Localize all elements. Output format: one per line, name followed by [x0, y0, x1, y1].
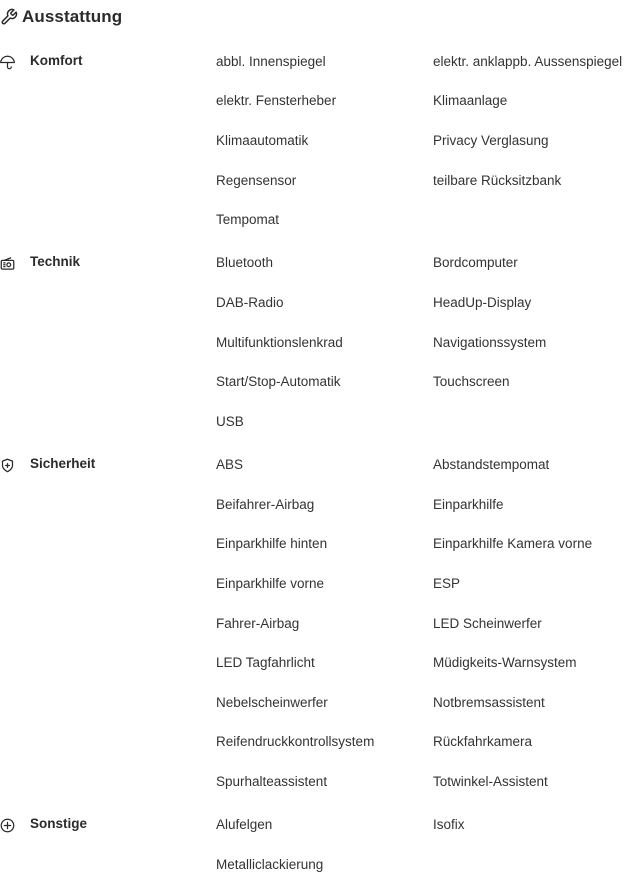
feature-item: Nebelscheinwerfer	[216, 695, 328, 710]
feature-item: HeadUp-Display	[433, 295, 532, 310]
feature-item: Fahrer-Airbag	[216, 616, 300, 631]
feature-item: Einparkhilfe Kamera vorne	[433, 536, 593, 551]
feature-item: LED Tagfahrlicht	[216, 655, 315, 670]
equipment-header	[0, 5, 122, 29]
page-title: Ausstattung	[22, 7, 123, 26]
feature-item: Start/Stop-Automatik	[216, 374, 341, 389]
feature-item: Bordcomputer	[433, 255, 518, 270]
feature-item: Regensensor	[216, 173, 297, 188]
feature-item: Spurhalteassistent	[216, 774, 328, 789]
category-label: Technik	[30, 254, 81, 269]
feature-item: Totwinkel-Assistent	[433, 774, 548, 789]
feature-item: teilbare Rücksitzbank	[433, 173, 562, 188]
feature-item: Einparkhilfe	[433, 497, 504, 512]
feature-item: Rückfahrkamera	[433, 734, 533, 749]
category-label: Sicherheit	[30, 456, 96, 471]
feature-item: Privacy Verglasung	[433, 133, 549, 148]
feature-item: LED Scheinwerfer	[433, 616, 542, 631]
feature-item: Einparkhilfe hinten	[216, 536, 328, 551]
feature-item: Reifendruckkontrollsystem	[216, 734, 375, 749]
feature-item: Bluetooth	[216, 255, 274, 270]
feature-item: Multifunktionslenkrad	[216, 335, 343, 350]
feature-item: elektr. anklappb. Aussenspiegel	[433, 54, 623, 69]
feature-item: Klimaautomatik	[216, 133, 309, 148]
shield-icon	[0, 458, 15, 473]
feature-item: Touchscreen	[433, 374, 510, 389]
wrench-icon	[0, 8, 18, 26]
category-sicherheit	[0, 455, 96, 475]
feature-item: Müdigkeits-Warnsystem	[433, 655, 577, 670]
feature-item: Beifahrer-Airbag	[216, 497, 315, 512]
feature-item: Klimaanlage	[433, 93, 508, 108]
feature-item: Alufelgen	[216, 817, 273, 832]
feature-item: elektr. Fensterheber	[216, 93, 337, 108]
category-technik	[0, 253, 81, 273]
feature-item: USB	[216, 414, 244, 429]
plus-circle-icon	[0, 818, 15, 833]
feature-item: Abstandstempomat	[433, 457, 550, 472]
feature-item: Metalliclackierung	[216, 857, 324, 872]
category-sonstige	[0, 815, 88, 835]
radio-icon	[0, 256, 15, 271]
feature-item: DAB-Radio	[216, 295, 284, 310]
feature-item: Isofix	[433, 817, 465, 832]
category-label: Sonstige	[30, 816, 88, 831]
feature-item: Notbremsassistent	[433, 695, 545, 710]
feature-item: Einparkhilfe vorne	[216, 576, 325, 591]
category-label: Komfort	[30, 53, 83, 68]
feature-item: ESP	[433, 576, 461, 591]
feature-item: Navigationssystem	[433, 335, 547, 350]
feature-item: abbl. Innenspiegel	[216, 54, 326, 69]
category-komfort	[0, 52, 83, 72]
umbrella-icon	[0, 55, 15, 70]
feature-item: Tempomat	[216, 212, 280, 227]
feature-item: ABS	[216, 457, 244, 472]
